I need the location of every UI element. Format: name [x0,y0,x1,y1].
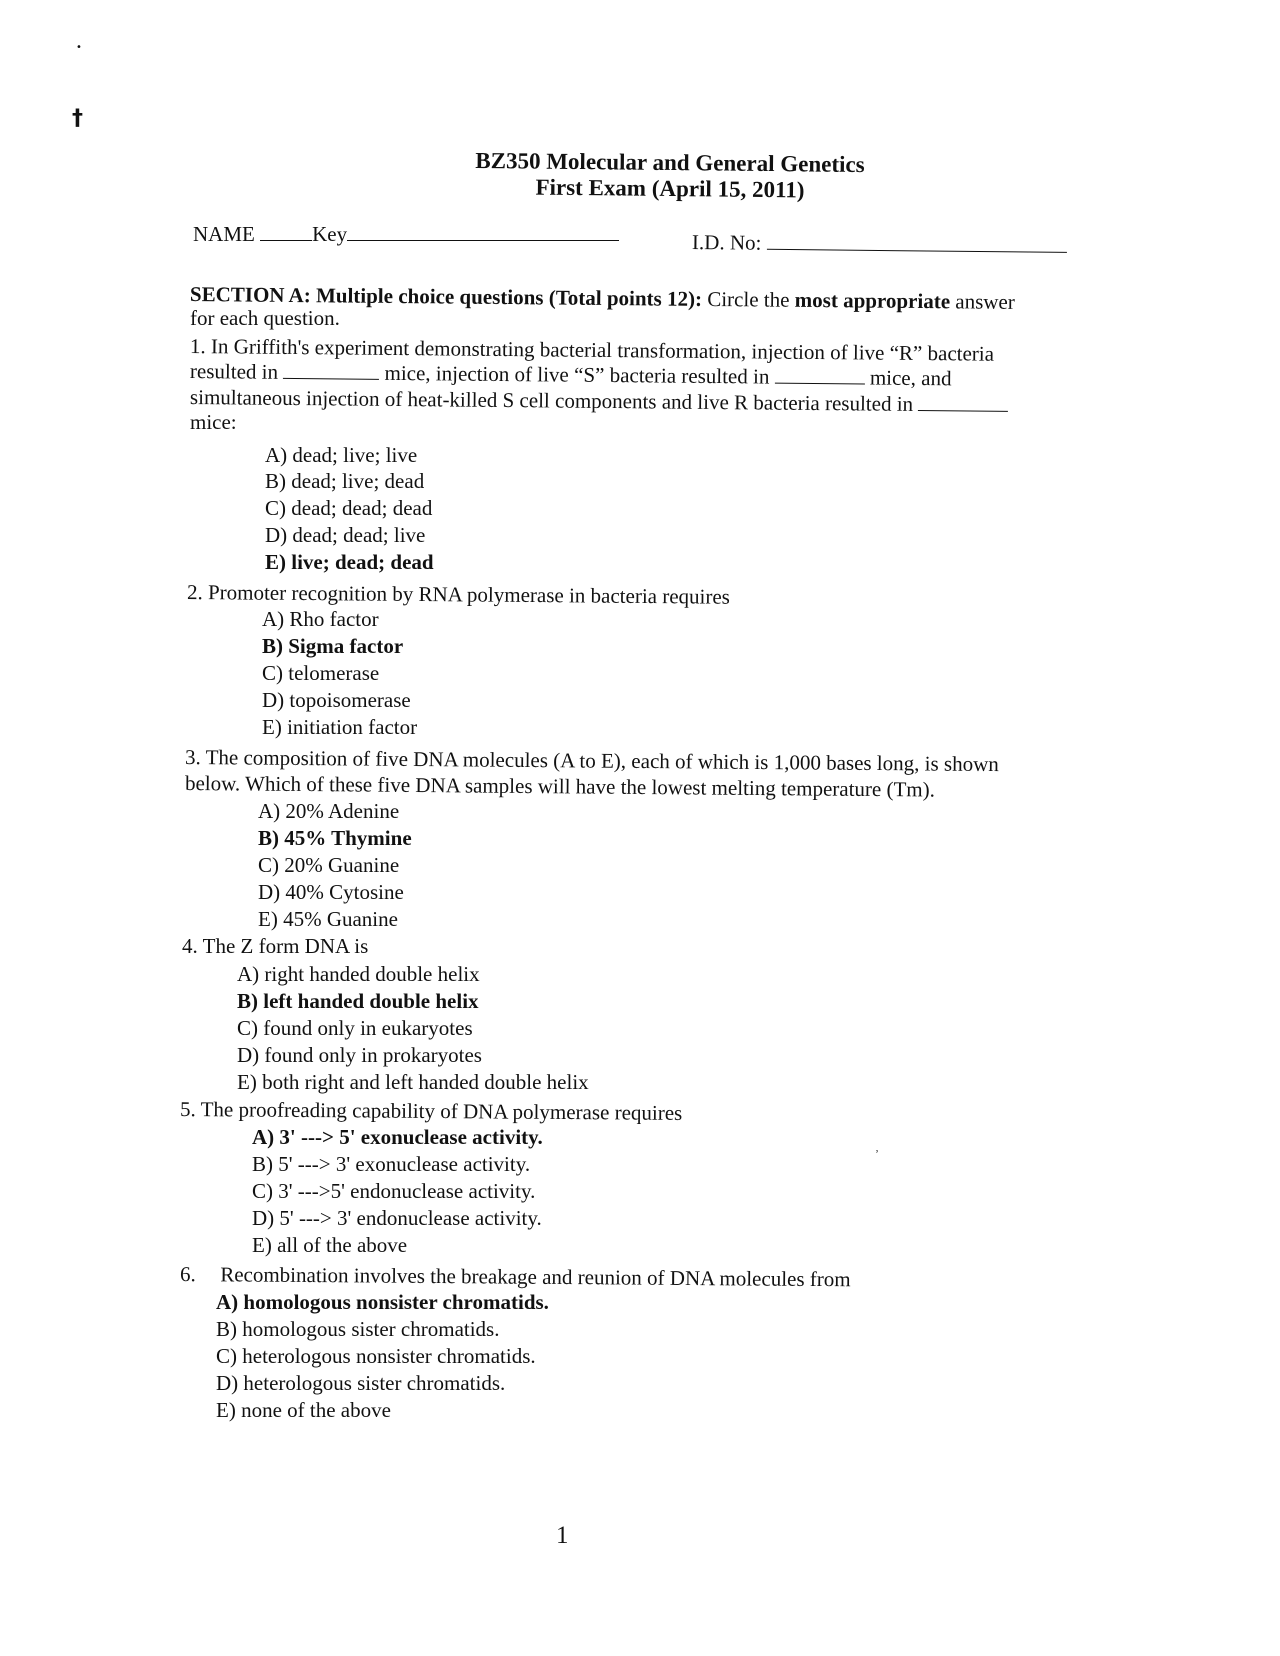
question-3-line-2: below. Which of these five DNA samples will have the lowest melting temperature (Tm). [184,771,936,802]
instruction-line-2: for each question. [190,306,340,330]
stray-scan-mark: ‚ [875,1140,879,1154]
option-1d: D) dead; dead; live [265,523,426,547]
option-2e: E) initiation factor [262,715,418,739]
question-text: The composition of five DNA molecules (A to E), each of which is 1,000 bases long, is shown [205,745,999,777]
name-label: NAME [193,222,255,246]
question-number: 4. [182,934,198,958]
option-3a: A) 20% Adenine [258,799,400,823]
option-4d: D) found only in prokaryotes [237,1043,482,1067]
option-5e: E) all of the above [252,1233,408,1257]
question-4 [182,934,368,958]
option-2b-correct: B) Sigma factor [262,634,404,658]
option-5c: C) 3' --->5' endonuclease activity. [252,1179,536,1203]
question-5 [180,1097,682,1125]
option-1b: B) dead; live; dead [265,469,425,493]
option-2a: A) Rho factor [262,607,379,631]
option-5d: D) 5' ---> 3' endonuclease activity. [252,1206,542,1230]
instruction-post: answer [955,289,1015,314]
option-6c: C) heterologous nonsister chromatids. [216,1344,536,1368]
question-text: mice, injection of live “S” bacteria resulted in [384,360,770,389]
option-6b: B) homologous sister chromatids. [216,1317,500,1341]
section-points: (Total points 12): [548,285,703,311]
instruction-pre: Circle the [707,286,790,312]
option-5a-correct: A) 3' ---> 5' exonuclease activity. [252,1125,543,1149]
page-number: 1 [556,1522,569,1549]
question-text: Recombination involves the breakage and reunion of DNA molecules from [220,1262,851,1292]
section-heading: Multiple choice questions [315,283,544,310]
option-4a: A) right handed double helix [237,962,480,986]
id-field [692,230,1067,258]
option-1e-correct: E) live; dead; dead [265,550,434,574]
question-text: The Z form DNA is [202,934,369,958]
option-5b: B) 5' ---> 3' exonuclease activity. [252,1152,531,1176]
exam-title: First Exam (April 15, 2011) [535,174,805,203]
id-label: I.D. No: [691,230,762,255]
option-4b-correct: B) left handed double helix [237,989,479,1013]
option-1c: C) dead; dead; dead [265,496,433,520]
option-6a-correct: A) homologous nonsister chromatids. [216,1290,549,1314]
name-blank-prefix [260,224,312,241]
option-4e: E) both right and left handed double helix [237,1070,589,1094]
scan-dot-mark: • [76,42,82,53]
answer-blank [918,394,1008,412]
question-number: 1. [189,334,206,359]
option-3c: C) 20% Guanine [258,853,400,877]
question-number: 3. [184,745,201,770]
option-4c: C) found only in eukaryotes [237,1016,473,1040]
question-2 [187,580,730,609]
question-number: 5. [179,1097,196,1122]
question-text: In Griffith's experiment demonstrating bacterial transformation, injection of live “R” bacteria [210,334,995,366]
question-text: mice, and [869,365,952,391]
instruction-bold: most appropriate [794,287,951,314]
question-number: 2. [186,580,203,605]
question-text: simultaneous injection of heat-killed S cell components and live R bacteria resulted in [189,385,914,416]
answer-blank [775,367,865,385]
option-1a: A) dead; live; live [265,443,418,467]
option-6e: E) none of the above [216,1398,391,1422]
answer-blank [283,362,379,380]
course-title: BZ350 Molecular and General Genetics [475,147,865,178]
question-1-line-3 [190,385,1009,417]
question-text: The proofreading capability of DNA polymerase requires [200,1097,683,1125]
option-3e: E) 45% Guanine [258,907,398,931]
section-label: SECTION A: [189,282,311,308]
name-blank [347,224,619,241]
option-2c: C) telomerase [262,661,380,685]
question-number: 6. [179,1262,196,1287]
option-6d: D) heterologous sister chromatids. [216,1371,506,1395]
name-value: Key [312,222,348,246]
scan-glyph-mark: † [72,106,83,131]
question-6 [180,1262,851,1291]
question-text: Promoter recognition by RNA polymerase in bacteria requires [207,580,731,609]
option-3b-correct: B) 45% Thymine [258,826,412,850]
question-text: resulted in [189,359,279,384]
id-blank [767,233,1067,253]
question-1-line-4: mice: [190,410,237,434]
option-3d: D) 40% Cytosine [258,880,404,904]
option-2d: D) topoisomerase [262,688,411,712]
name-field [193,222,619,246]
